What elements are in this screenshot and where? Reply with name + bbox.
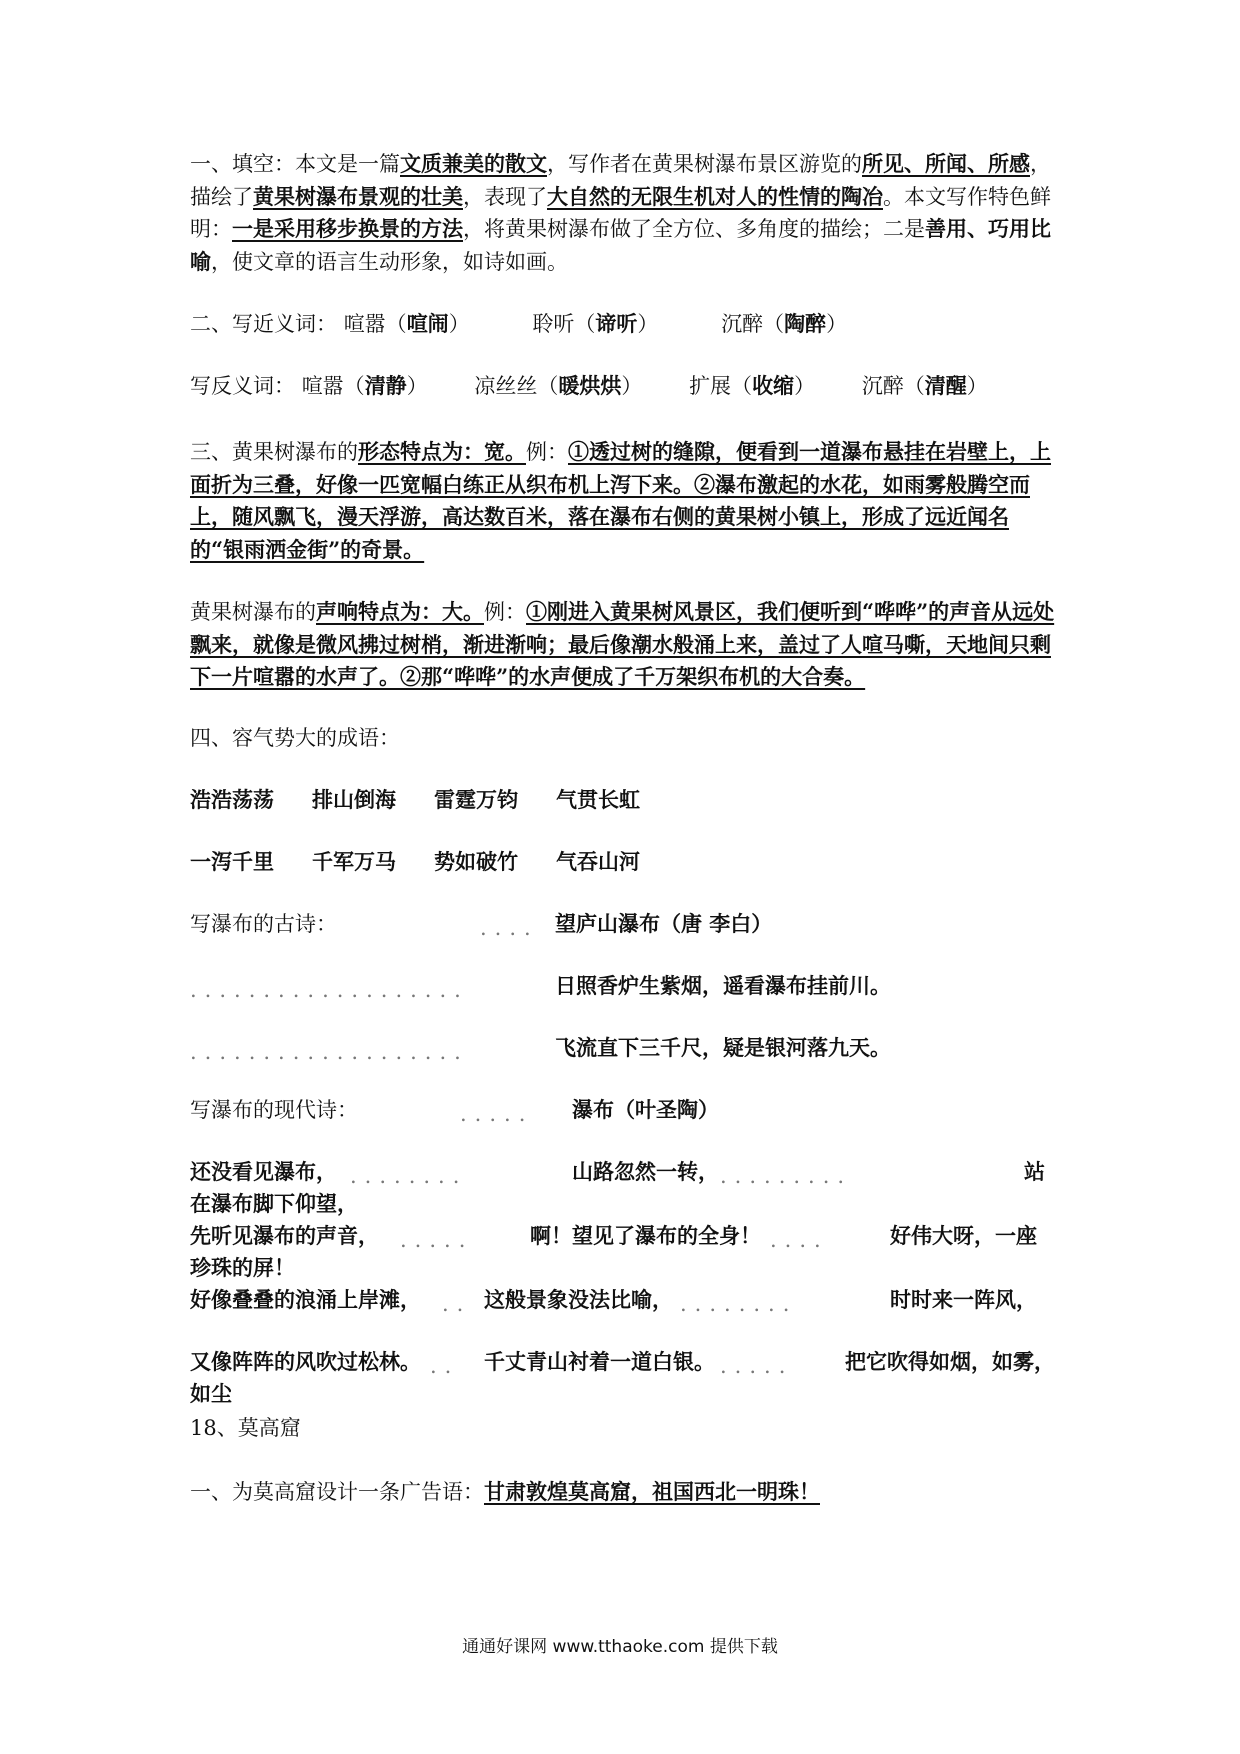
- poem-text: 时时来一阵风，: [890, 1287, 1037, 1312]
- poem-text: 把它吹得如烟，如雾，: [845, 1349, 1055, 1374]
- poem-text: 珍珠的屏！: [190, 1255, 295, 1280]
- text: ，写作者在黄果树瀑布景区游览的: [547, 152, 862, 176]
- text: 例：: [526, 440, 568, 464]
- poem-text: 又像阵阵的风吹过松林。: [190, 1349, 421, 1374]
- idiom: 气吞山河: [556, 849, 640, 874]
- footer-source: 通通好课网 www.tthaoke.com 提供下载: [462, 1637, 778, 1657]
- idiom: 势如破竹: [434, 849, 518, 874]
- idiom: 一泻千里: [190, 849, 274, 874]
- modern-poem-label: 写瀑布的现代诗：: [190, 1098, 358, 1122]
- poem-text: 千丈青山衬着一道白银。: [484, 1349, 715, 1374]
- antonyms-label: 写反义词：: [190, 374, 295, 398]
- ancient-poem-label: 写瀑布的古诗：: [190, 912, 337, 936]
- dot-leader: .....: [400, 1228, 474, 1252]
- answer: 甘肃敦煌莫高窟，祖国西北一明珠！: [484, 1479, 820, 1504]
- dot-leader: .........: [720, 1164, 853, 1188]
- synonym-item: 喧嚣（喧闹）: [343, 311, 470, 336]
- answer: ①刚进入黄果树风景区，我们便听到“哗哗”的声音从远处飘来，就像是微风拂过树梢，渐进渐响；最后像潮水般涌上来，盖过了人喧马嘶，天地间只剩下一片喧嚣的水声了。②那“哗哗”的水声便成了千万架织布机的大合奏。: [190, 599, 1055, 689]
- synonyms-row: [190, 308, 1060, 340]
- idioms-label: 四、容气势大的成语：: [190, 726, 400, 750]
- answer: 黄果树瀑布景观的壮美: [253, 183, 463, 209]
- idiom: 千军万马: [312, 849, 396, 874]
- poem-text: 啊！望见了瀑布的全身！: [530, 1223, 761, 1248]
- text: ，使文章的语言生动形象，如诗如画。: [211, 249, 568, 274]
- dot-leader: ...................: [190, 1040, 469, 1064]
- ancient-poem-title: 望庐山瀑布（唐 李白）: [555, 911, 773, 936]
- fill-in-paragraph: [190, 148, 1060, 278]
- text: ，描绘了: [190, 152, 1051, 209]
- dot-leader: ....: [770, 1228, 829, 1252]
- poem-text: 好像叠叠的浪涌上岸滩，: [190, 1287, 421, 1312]
- slogan-row: [190, 1476, 820, 1508]
- poem-text: 好伟大呀，一座: [890, 1223, 1037, 1248]
- answer: 善用、巧用比喻: [190, 216, 1051, 274]
- text: ，表现了: [463, 184, 547, 209]
- idiom: 气贯长虹: [556, 787, 640, 812]
- ancient-poem-line-1: 日照香炉生紫烟，遥看瀑布挂前川。: [555, 973, 891, 998]
- section-heading: 18、莫高窟: [190, 1416, 301, 1440]
- dot-leader: ..: [430, 1354, 460, 1378]
- text: ，将黄果树瀑布做了全方位、多角度的描绘；二是: [463, 217, 925, 241]
- dot-leader: .....: [460, 1102, 534, 1126]
- answer: 文质兼美的散文: [400, 151, 547, 176]
- text: 一、填空：本文是一篇: [190, 152, 400, 176]
- text: 三、黄果树瀑布的: [190, 440, 358, 464]
- poem-text: 站: [1024, 1159, 1045, 1184]
- dot-leader: ........: [350, 1164, 468, 1188]
- antonym-item: 沉醉（清醒）: [861, 373, 988, 398]
- poem-text: 山路忽然一转，: [572, 1159, 719, 1184]
- text: 一、为莫高窟设计一条广告语：: [190, 1480, 484, 1504]
- synonyms-label: 二、写近义词：: [190, 312, 337, 336]
- answer: ①透过树的缝隙，便看到一道瀑布悬挂在岩壁上，上面折为三叠，好像一匹宽幅白练正从织布机上泻下来。②瀑布激起的水花，如雨雾般腾空而上，随风飘飞，漫天浮游，高达数百米，落在瀑布右侧的黄果树小镇上，形成了远近闻名的“银雨洒金街”的奇景。: [190, 439, 1051, 562]
- antonym-item: 喧嚣（清静）: [301, 373, 428, 398]
- answer: 形态特点为：宽。: [358, 439, 526, 464]
- answer: 大自然的无限生机对人的性情的陶冶: [547, 183, 883, 209]
- poem-text: 先听见瀑布的声音，: [190, 1223, 379, 1248]
- ancient-poem-line-2: 飞流直下三千尺，疑是银河落九天。: [555, 1035, 891, 1060]
- idioms-row-2: [190, 846, 1060, 878]
- modern-poem-title: 瀑布（叶圣陶）: [572, 1097, 719, 1122]
- text: 。本文写作特色鲜明：: [190, 184, 1051, 241]
- poem-text: 这般景象没法比喻，: [484, 1287, 673, 1312]
- dot-leader: ....: [480, 916, 539, 940]
- antonyms-row: [190, 370, 1060, 402]
- antonym-item: 凉丝丝（暖烘烘）: [474, 373, 643, 398]
- poem-text: 还没看见瀑布，: [190, 1159, 337, 1184]
- poem-text: 在瀑布脚下仰望，: [190, 1191, 358, 1216]
- synonym-item: 聆听（谛听）: [532, 311, 659, 336]
- shape-feature-paragraph: [190, 436, 1060, 566]
- poem-text: 如尘: [190, 1381, 232, 1406]
- idiom: 浩浩荡荡: [190, 787, 274, 812]
- text: 例：: [484, 600, 526, 624]
- dot-leader: ...................: [190, 978, 469, 1002]
- dot-leader: ..: [442, 1292, 472, 1316]
- answer: 声响特点为：大。: [316, 599, 484, 624]
- dot-leader: ........: [680, 1292, 798, 1316]
- synonym-item: 沉醉（陶醉）: [721, 311, 848, 336]
- dot-leader: .....: [720, 1354, 794, 1378]
- text: 黄果树瀑布的: [190, 600, 316, 624]
- idioms-row-1: [190, 784, 1060, 816]
- sound-feature-paragraph: [190, 596, 1060, 694]
- idiom: 排山倒海: [312, 787, 396, 812]
- idiom: 雷霆万钧: [434, 787, 518, 812]
- antonym-item: 扩展（收缩）: [689, 373, 816, 398]
- answer: 一是采用移步换景的方法: [232, 216, 463, 241]
- answer: 所见、所闻、所感: [862, 151, 1030, 176]
